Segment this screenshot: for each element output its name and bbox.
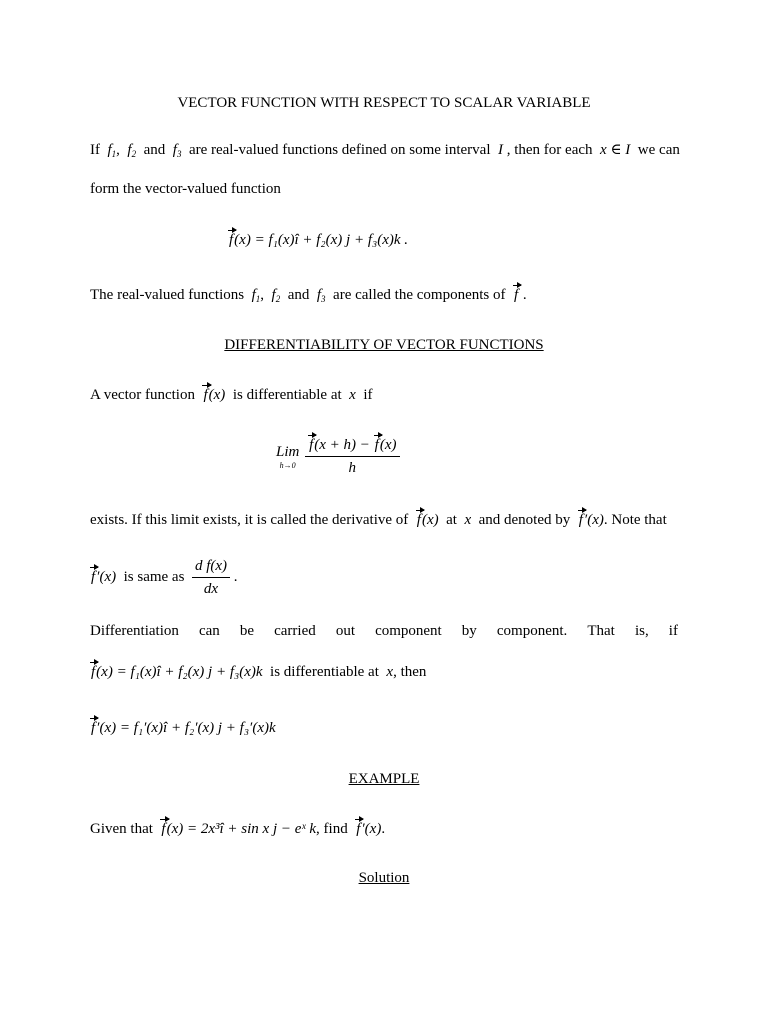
f1-symbol: $f_1$	[107, 142, 117, 159]
derivative-componentwise-equation: f′(x) = f₁′(x)î + f₂′(x) j + f₃′(x)k	[91, 720, 276, 736]
page-title: VECTOR FUNCTION WITH RESPECT TO SCALAR VARIABLE	[177, 95, 591, 111]
limit-expression	[276, 436, 400, 477]
x-in-interval: x ∈ I	[600, 142, 631, 158]
f2-symbol: $f_2$	[127, 142, 137, 159]
intro-line-2: form the vector-valued function	[90, 181, 281, 197]
intro-middle-text: are real-valued functions defined on some interval	[188, 142, 491, 158]
example-statement: Given that f(x) = 2x³î + sin x j − eˣ k, find f′(x).	[90, 821, 386, 837]
derivative-numerator: d f(x)	[192, 557, 230, 578]
derivative-notation-sentence: f′(x) is same as $\frac{\text{d f(x)}}{dx}$ .	[91, 558, 238, 597]
section-heading-differentiability: DIFFERENTIABILITY OF VECTOR FUNCTIONS	[224, 337, 544, 353]
limit-fraction	[305, 436, 399, 477]
componentwise-condition: f(x) = f₁(x)î + f₂(x) j + f₃(x)k is differentiable at x, then	[91, 664, 427, 680]
f-vector-symbol: f	[229, 232, 234, 248]
interval-symbol: I	[497, 142, 503, 158]
limit-denominator: h	[348, 460, 357, 476]
limit-operator: Lim h→0	[276, 443, 300, 470]
f3-symbol: $f_3$	[172, 142, 182, 159]
derivative-fraction	[192, 557, 230, 598]
vector-function-equation	[228, 231, 408, 249]
intro-if: If	[90, 142, 100, 158]
differentiability-definition: A vector function f(x) is differentiable at x if	[90, 387, 373, 403]
f-vector-symbol: f	[513, 287, 519, 303]
derivative-denominator: dx	[203, 581, 219, 597]
equation-body: (x) = f₁(x)î + f₂(x) j + f₃(x)k .	[234, 232, 409, 248]
section-heading-solution: Solution	[358, 870, 410, 886]
intro-line-1: If $f_1$, $f_2$ and $f_3$ are real-valued functions defined on some interval I , then for each x ∈ I we can	[90, 142, 680, 159]
section-heading-example: EXAMPLE	[348, 771, 420, 787]
limit-numerator: f(x + h) − f(x)	[305, 436, 399, 457]
derivative-definition-sentence: exists. If this limit exists, it is called the derivative of f(x) at x and denoted by f′(x). Note that	[90, 512, 667, 528]
componentwise-sentence: Differentiation can be carried out component by component. That is, if	[90, 623, 678, 639]
components-sentence: The real-valued functions $f_1$, $f_2$ and $f_3$ are called the components of f .	[90, 287, 527, 304]
